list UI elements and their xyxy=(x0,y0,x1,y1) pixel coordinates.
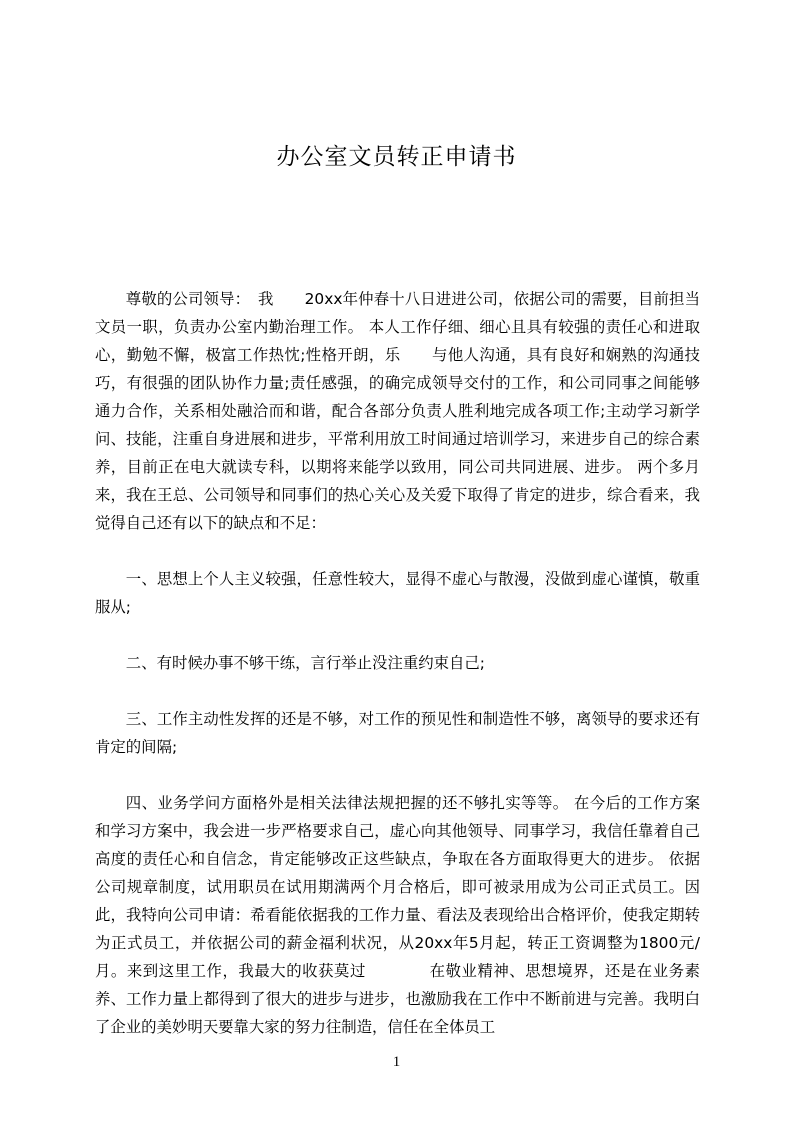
paragraph-shortcoming-2: 二、有时候办事不够干练，言行举止没注重约束自己; xyxy=(125,654,485,672)
document-body xyxy=(95,285,700,1041)
paragraph-intro: 尊敬的公司领导： 我 20xx年仲春十八日进进公司，依据公司的需要，目前担当文员一职，负责办公室内勤治理工作。 本人工作仔细、细心且具有较强的责任心和进取心，勤勉不懈，极富工作热忱;性格开朗，乐 与他人沟通，具有良好和娴熟的沟通技巧，有很强的团队协作力量;责任感强，的确完成领导交付的工作，和公司同事之间能够通力合作，关系相处融洽而和谐，配合各部分负责人胜利地完成各项工作;主动学习新学问、技能，注重自身进展和进步，平常利用放工时间通过培训学习，来进步自己的综合素养，目前正在电大就读专科，以期将来能学以致用，同公司共同进展、进步。 两个多月来，我在王总、公司领导和同事们的热心关心及关爱下取得了肯定的进步，综合看来，我觉得自己还有以下的缺点和不足： xyxy=(95,290,700,532)
page-number: 1 xyxy=(392,1054,401,1070)
paragraph-shortcoming-3: 三、工作主动性发挥的还是不够，对工作的预见性和制造性不够，离领导的要求还有肯定的间隔; xyxy=(95,710,700,756)
document-title: 办公室文员转正申请书 xyxy=(276,144,517,170)
paragraph-shortcoming-1: 一、思想上个人主义较强，任意性较大，显得不虚心与散漫，没做到虚心谨慎，敬重服从; xyxy=(95,570,700,616)
paragraph-shortcoming-4: 四、业务学问方面格外是相关法律法规把握的还不够扎实等等。 在今后的工作方案和学习方案中，我会进一步严格要求自己，虚心向其他领导、同事学习，我信任靠着自己高度的责任心和自信念，肯定能够改正这些缺点，争取在各方面取得更大的进步。 依据公司规章制度，试用职员在试用期满两个月合格后，即可被录用成为公司正式员工。因此，我特向公司申请：希看能依据我的工作力量、看法及表现给出合格评价，使我定期转为正式员工，并依据公司的薪金福利状况，从20xx年5月起，转正工资调整为1800元/月。来到这里工作，我最大的收获莫过 在敬业精神、思想境界，还是在业务素养、工作力量上都得到了很大的进步与进步，也激励我在工作中不断前进与完善。我明白了企业的美妙明天要靠大家的努力往制造，信任在全体员工 xyxy=(95,794,700,1036)
